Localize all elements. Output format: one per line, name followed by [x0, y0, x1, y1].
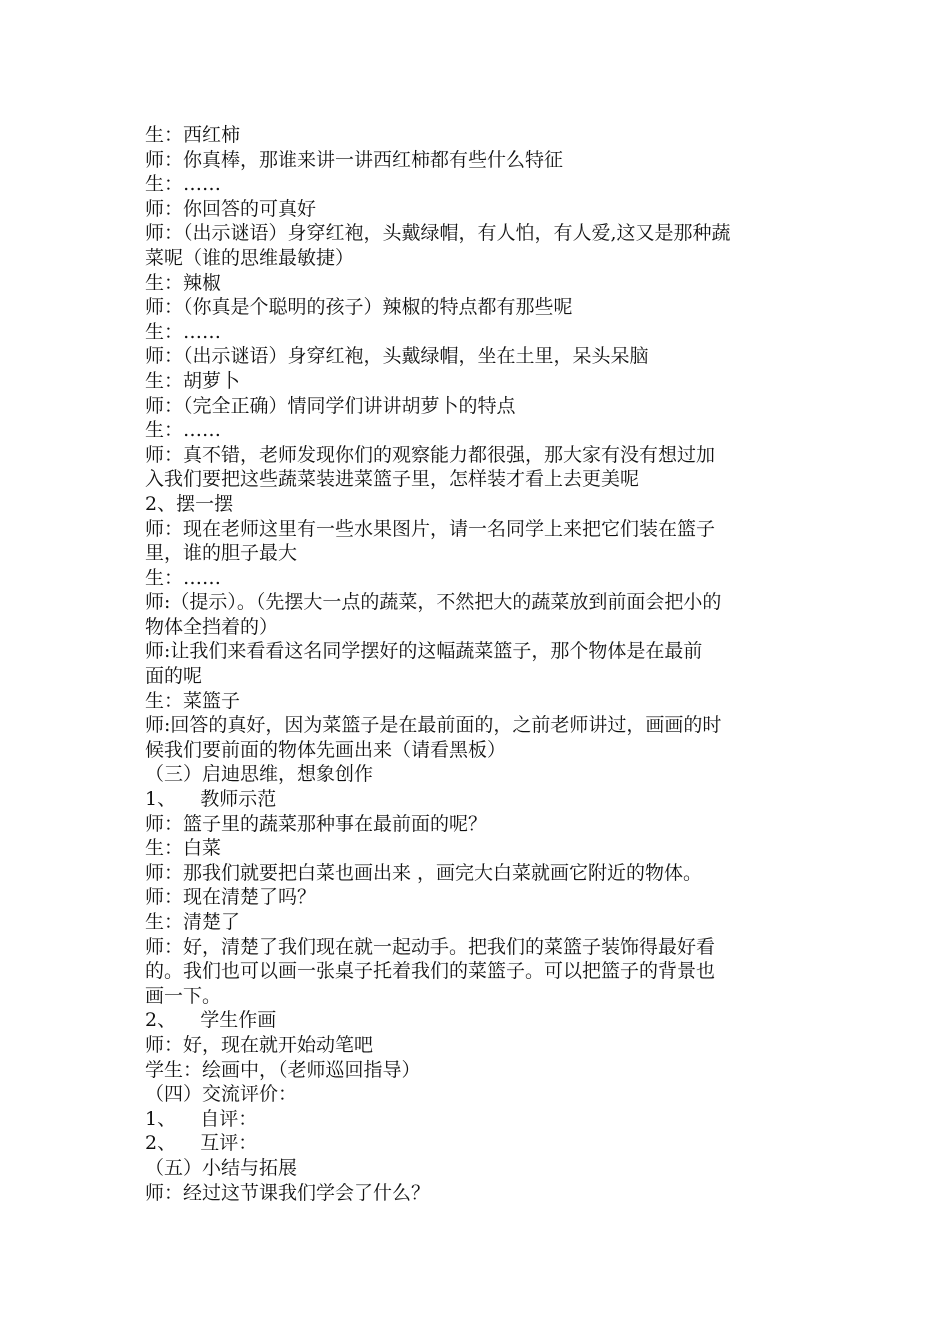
text-line: 生：辣椒 — [145, 271, 222, 294]
list-item: 1、 教师示范 — [145, 788, 277, 811]
text-line: 里，谁的胆子最大 — [145, 542, 298, 565]
text-line: 师:让我们来看看这名同学摆好的这幅蔬菜篮子，那个物体是在最前 — [145, 640, 703, 663]
text-line: 师：经过这节课我们学会了什么？ — [145, 1181, 431, 1204]
section-heading: （四）交流评价： — [145, 1083, 298, 1106]
text-line: 的。我们也可以画一张桌子托着我们的菜篮子。可以把篮子的背景也 — [145, 960, 716, 983]
text-line: 生：…… — [145, 419, 222, 442]
text-line: 师：真不错，老师发现你们的观察能力都很强，那大家有没有想过加 — [145, 443, 716, 466]
text-line: 生：菜篮子 — [145, 689, 241, 712]
text-line: 生：胡萝卜 — [145, 369, 241, 392]
text-line: 师：篮子里的蔬菜那种事在最前面的呢？ — [145, 812, 488, 835]
text-line: 生：清楚了 — [145, 911, 241, 933]
list-item: 2、 学生作画 — [145, 1009, 277, 1032]
text-line: 生：西红柿 — [145, 124, 241, 146]
text-line: 师：你真棒，那谁来讲一讲西红柿都有些什么特征 — [145, 148, 564, 171]
text-line: 学生：绘画中，（老师巡回指导） — [145, 1058, 421, 1081]
text-line: 师:（提示）。（先摆大一点的蔬菜，不然把大的蔬菜放到前面会把小的 — [145, 591, 722, 614]
text-line: 面的呢 — [145, 665, 203, 688]
text-line: 菜呢（谁的思维最敏捷） — [145, 246, 355, 269]
text-line: 师：好，现在就开始动笔吧 — [145, 1033, 374, 1056]
text-line: 师：（出示谜语）身穿红袍，头戴绿帽，坐在土里，呆头呆脑 — [145, 345, 649, 368]
text-line: 生：…… — [145, 320, 222, 343]
text-line: 候我们要前面的物体先画出来（请看黑板） — [145, 738, 507, 761]
section-heading: 2、摆一摆 — [145, 492, 234, 515]
text-line: 师：现在老师这里有一些水果图片，请一名同学上来把它们装在篮子 — [145, 517, 716, 540]
document-body — [145, 123, 815, 1205]
text-line: 师：（完全正确）情同学们讲讲胡萝卜的特点 — [145, 394, 516, 417]
text-line: 师：那我们就要把白菜也画出来 ，画完大白菜就画它附近的物体。 — [145, 861, 703, 884]
text-line: 生：…… — [145, 173, 222, 196]
text-line: 画一下。 — [145, 984, 222, 1007]
section-heading: （五）小结与拓展 — [145, 1156, 298, 1179]
list-item: 1、 自评： — [145, 1107, 258, 1130]
text-line: 物体全挡着的） — [145, 615, 279, 638]
text-line: 入我们要把这些蔬菜装进菜篮子里，怎样装才看上去更美呢 — [145, 468, 640, 491]
text-line: 师：好，清楚了我们现在就一起动手。把我们的菜篮子装饰得最好看 — [145, 935, 716, 958]
text-line: 生：白菜 — [145, 837, 222, 860]
text-line: 师:回答的真好，因为菜篮子是在最前面的，之前老师讲过，画画的时 — [145, 714, 722, 737]
text-line: 师：你回答的可真好 — [145, 197, 317, 220]
text-line: 师：现在清楚了吗？ — [145, 886, 317, 909]
section-heading: （三）启迪思维，想象创作 — [145, 763, 374, 786]
text-line: 师：（你真是个聪明的孩子）辣椒的特点都有那些呢 — [145, 296, 573, 319]
list-item: 2、 互评： — [145, 1132, 258, 1155]
text-line: 师：（出示谜语）身穿红袍，头戴绿帽，有人怕，有人爱,这又是那种蔬 — [145, 222, 731, 245]
text-line: 生：…… — [145, 566, 222, 589]
